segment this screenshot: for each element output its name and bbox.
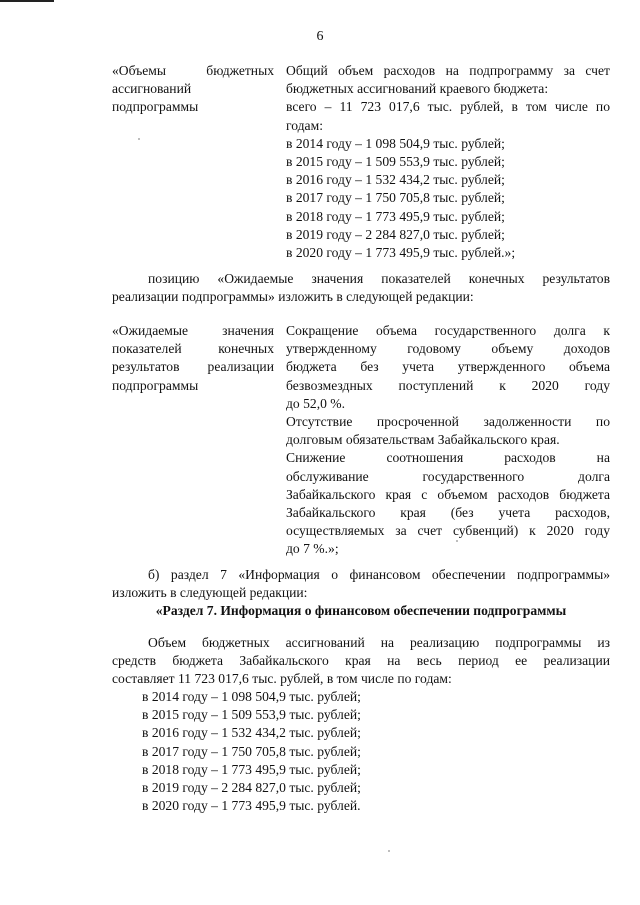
content-line: утвержденному годовому объему доходов [286, 341, 610, 357]
list-item: в 2016 году – 1 532 434,2 тыс. рублей; [142, 725, 361, 741]
budget-row-label [112, 62, 274, 262]
label-line: ассигнований [112, 81, 192, 97]
content-line: в 2020 году – 1 773 495,9 тыс. рублей.»; [286, 245, 516, 261]
paragraph-line: Объем бюджетных ассигнований на реализацию подпрограммы из [148, 635, 610, 650]
paragraph-line: составляет 11 723 017,6 тыс. рублей, в том числе по годам: [112, 671, 452, 687]
intro-paragraph [112, 270, 610, 306]
content-line: в 2018 году – 1 773 495,9 тыс. рублей; [286, 208, 505, 224]
content-line: в 2019 году – 2 284 827,0 тыс. рублей; [286, 226, 505, 242]
content-line: Забайкальского края с объемом расходов бюджета [286, 486, 610, 502]
content-line: в 2017 году – 1 750 705,8 тыс. рублей; [286, 190, 505, 206]
budget-row-content [286, 62, 610, 262]
budget-table-row [112, 62, 610, 262]
content-line: годам: [286, 117, 323, 133]
list-item: в 2014 году – 1 098 504,9 тыс. рублей; [142, 689, 361, 704]
content-line: безвозмездных поступлений к 2020 году [286, 377, 610, 393]
paragraph-line: изложить в следующей редакции: [112, 585, 308, 601]
label-line: подпрограммы [112, 99, 199, 115]
list-item: в 2015 году – 1 509 553,9 тыс. рублей; [142, 707, 361, 723]
content-line: долговым обязательствам Забайкальского края. [286, 432, 560, 448]
results-row-label [112, 322, 274, 559]
list-item: в 2020 году – 1 773 495,9 тыс. рублей. [142, 798, 361, 814]
scan-speck [138, 138, 140, 140]
content-line: бюджета без учета утвержденного объема [286, 359, 610, 375]
financing-paragraph [112, 634, 610, 689]
content-line: до 52,0 %. [286, 395, 346, 411]
paragraph-line: б) раздел 7 «Информация о финансовом обеспечении подпрограммы» [148, 567, 610, 582]
content-line: Снижение соотношения расходов на [286, 450, 610, 466]
content-line: Общий объем расходов на подпрограмму за счет [286, 63, 610, 78]
label-line: результатов реализации [112, 359, 274, 375]
section-heading: «Раздел 7. Информация о финансовом обеспечении подпрограммы [155, 603, 567, 618]
scan-corner-mark [0, 0, 54, 2]
paragraph-line: позицию «Ожидаемые значения показателей конечных результатов [148, 271, 610, 286]
content-line: всего – 11 723 017,6 тыс. рублей, в том числе по [286, 99, 610, 115]
paragraph-line: реализации подпрограммы» изложить в следующей редакции: [112, 289, 474, 305]
content-line: обслуживание государственного долга [286, 468, 610, 484]
scan-speck [388, 850, 390, 852]
content-line: осуществляемых за счет субвенций) к 2020 году [286, 523, 610, 539]
year-funding-list [112, 688, 610, 815]
list-item: в 2019 году – 2 284 827,0 тыс. рублей; [142, 780, 361, 796]
paragraph-b [112, 566, 610, 602]
label-line: «Ожидаемые значения [112, 323, 274, 338]
label-line: подпрограммы [112, 377, 199, 393]
content-line: в 2016 году – 1 532 434,2 тыс. рублей; [286, 172, 505, 188]
label-line: показателей конечных [112, 341, 274, 357]
content-line: Сокращение объема государственного долга к [286, 323, 610, 338]
content-line: до 7 %.»; [286, 541, 339, 557]
results-table-row [112, 322, 610, 559]
content-line: Отсутствие просроченной задолженности по [286, 414, 610, 430]
content-line: в 2015 году – 1 509 553,9 тыс. рублей; [286, 154, 505, 170]
page-number: 6 [316, 29, 324, 44]
label-line: «Объемы бюджетных [112, 63, 274, 78]
list-item: в 2017 году – 1 750 705,8 тыс. рублей; [142, 743, 361, 759]
content-line: Забайкальского края (без учета расходов, [286, 505, 610, 521]
list-item: в 2018 году – 1 773 495,9 тыс. рублей; [142, 761, 361, 777]
results-row-content [286, 322, 610, 559]
content-line: бюджетных ассигнований краевого бюджета: [286, 81, 549, 97]
paragraph-line: средств бюджета Забайкальского края на весь период ее реализации [112, 653, 610, 669]
content-line: в 2014 году – 1 098 504,9 тыс. рублей; [286, 135, 505, 151]
scan-speck [456, 540, 458, 542]
